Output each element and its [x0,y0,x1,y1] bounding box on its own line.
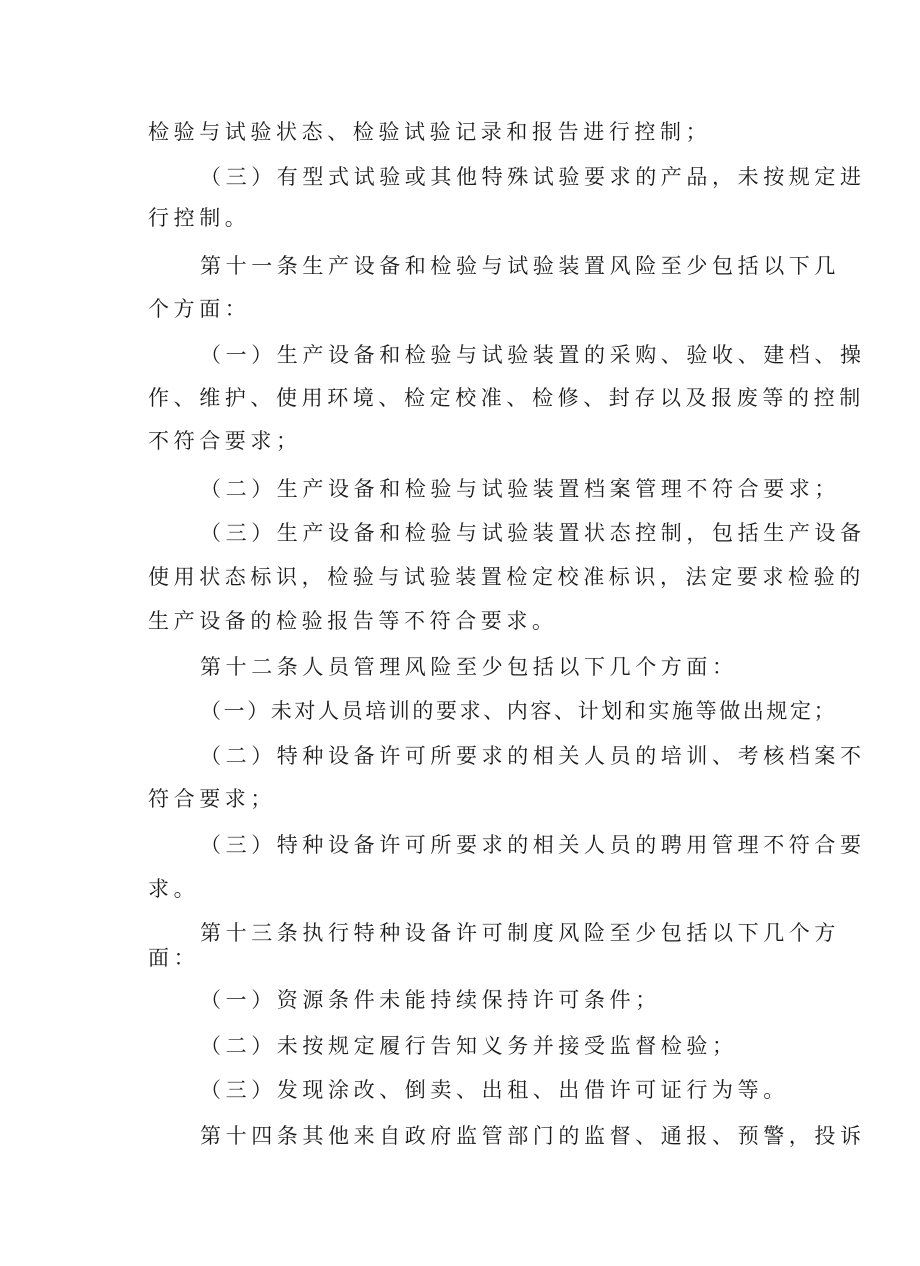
clause-item: （三）发现涂改、倒卖、出租、出借许可证行为等。 [200,1078,789,1102]
article-heading: 第十四条其他来自政府监管部门的监督、通报、预警，投诉 [200,1124,866,1148]
text-line-continuation: 使用状态标识，检验与试验装置检定校准标识，法定要求检验的 [148,565,865,589]
text-line-continuation: 行控制。 [148,206,251,230]
clause-item: （一）生产设备和检验与试验装置的采购、验收、建档、操 [200,343,866,367]
article-heading: 第十二条人员管理风险至少包括以下几个方面： [200,655,738,679]
text-line-continuation: 检验与试验状态、检验试验记录和报告进行控制； [148,120,712,144]
text-line-continuation: 个方面： [148,297,251,321]
clause-item: （二）未按规定履行告知义务并接受监督检验； [200,1034,738,1058]
clause-item: （二）生产设备和检验与试验装置档案管理不符合要求； [200,477,840,501]
text-line-continuation: 生产设备的检验报告等不符合要求。 [148,609,558,633]
clause-item: （一）未对人员培训的要求、内容、计划和实施等做出规定； [200,699,838,723]
article-heading: 第十一条生产设备和检验与试验装置风险至少包括以下几 [200,254,840,278]
clause-item: （三）有型式试验或其他特殊试验要求的产品，未按规定进 [200,165,866,189]
text-line-continuation: 符合要求； [148,787,276,811]
article-heading: 第十三条执行特种设备许可制度风险至少包括以下几个方 [200,921,840,945]
text-line-continuation: 求。 [148,877,200,901]
clause-item: （三）生产设备和检验与试验装置状态控制，包括生产设备 [200,521,866,545]
text-line-continuation: 作、维护、使用环境、检定校准、检修、封存以及报废等的控制 [148,386,865,410]
clause-item: （二）特种设备许可所要求的相关人员的培训、考核档案不 [200,744,866,768]
text-line-continuation: 不符合要求； [148,429,302,453]
clause-item: （三）特种设备许可所要求的相关人员的聘用管理不符合要 [200,833,866,857]
clause-item: （一）资源条件未能持续保持许可条件； [200,988,661,1012]
text-line-continuation: 面： [148,946,200,970]
